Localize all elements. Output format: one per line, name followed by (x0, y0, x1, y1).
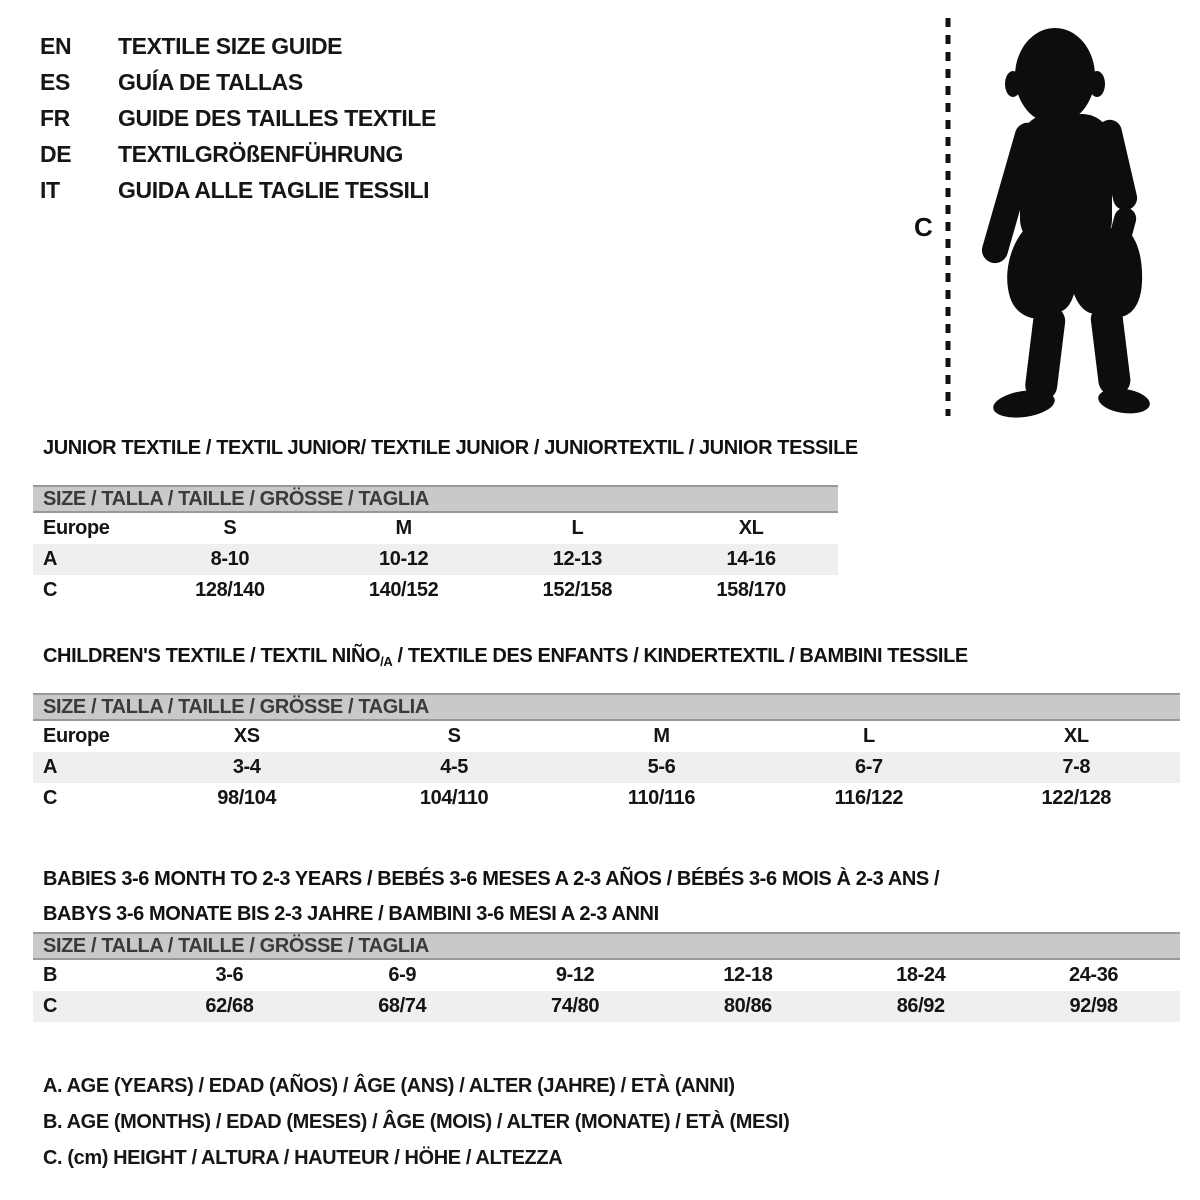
size-cell: L (571, 517, 584, 539)
size-cell: 12-13 (552, 548, 602, 570)
children-title-post: / TEXTILE DES ENFANTS / KINDERTEXTIL / BAMBINI TESSILE (392, 645, 968, 667)
size-cell: 128/140 (195, 579, 265, 601)
size-cell: M (395, 517, 412, 539)
babies-size-header-bar: SIZE / TALLA / TAILLE / GRÖSSE / TAGLIA (33, 932, 1180, 960)
section-junior-textile (33, 437, 858, 606)
row-label: C (43, 995, 58, 1017)
size-cell: 80/86 (723, 995, 772, 1017)
guide-title-en: TEXTILE SIZE GUIDE (118, 32, 343, 59)
measure-c-label: C (914, 212, 933, 242)
note-age-months: B. AGE (MONTHS) / EDAD (MESES) / ÂGE (MOIS) / ALTER (MONATE) / ETÀ (MESI) (43, 1111, 790, 1133)
table-row (33, 575, 838, 606)
legend-notes (43, 1068, 789, 1176)
size-cell: 98/104 (217, 787, 277, 809)
table-row (33, 513, 838, 544)
lang-row-es (40, 64, 436, 100)
size-cell: 140/152 (368, 579, 439, 601)
size-cell: 3-6 (215, 964, 244, 986)
baby-silhouette-icon (900, 10, 1155, 424)
babies-size-table (33, 960, 1180, 1022)
lang-code: EN (40, 32, 72, 59)
lang-row-de (40, 136, 436, 172)
size-cell: XL (1063, 725, 1089, 747)
note-height-cm: C. (cm) HEIGHT / ALTURA / HAUTEUR / HÖHE / ALTEZZA (43, 1147, 563, 1169)
size-cell: S (223, 517, 237, 539)
row-label: A (43, 756, 58, 778)
row-label: B (43, 964, 58, 986)
junior-size-table (33, 513, 838, 606)
babies-section-title-line1: BABIES 3-6 MONTH TO 2-3 YEARS / BEBÉS 3-6 MESES A 2-3 AÑOS / BÉBÉS 3-6 MOIS À 2-3 ANS / (43, 868, 940, 890)
lang-row-en (40, 28, 436, 64)
children-title-pre: CHILDREN'S TEXTILE / TEXTIL NIÑO (43, 645, 381, 667)
size-cell: 86/92 (896, 995, 945, 1017)
size-cell: 68/74 (378, 995, 427, 1017)
row-label: Europe (43, 517, 110, 539)
size-cell: 158/170 (716, 579, 786, 601)
baby-silhouette-shape (979, 28, 1152, 421)
section-babies-textile (33, 862, 1180, 1022)
size-cell: 12-18 (723, 964, 773, 986)
size-cell: XL (738, 517, 764, 539)
note-age-years: A. AGE (YEARS) / EDAD (AÑOS) / ÂGE (ANS) / ALTER (JAHRE) / ETÀ (ANNI) (43, 1075, 735, 1097)
size-cell: 122/128 (1041, 787, 1112, 809)
size-cell: 104/110 (419, 787, 489, 809)
junior-section-title: JUNIOR TEXTILE / TEXTIL JUNIOR/ TEXTILE JUNIOR / JUNIORTEXTIL / JUNIOR TESSILE (43, 437, 858, 459)
children-section-title (43, 645, 1180, 667)
row-label: A (43, 548, 58, 570)
size-cell: 116/122 (834, 787, 904, 809)
size-cell: 6-7 (855, 756, 883, 778)
size-cell: 10-12 (379, 548, 429, 570)
section-children-textile (33, 645, 1180, 814)
size-cell: 152/158 (542, 579, 613, 601)
babies-section-title-line2: BABYS 3-6 MONATE BIS 2-3 JAHRE / BAMBINI 3-6 MESI A 2-3 ANNI (43, 903, 659, 925)
size-cell: 110/116 (627, 787, 696, 809)
lang-code: ES (40, 68, 70, 95)
size-cell: 62/68 (205, 995, 254, 1017)
guide-title-es: GUÍA DE TALLAS (118, 68, 303, 95)
size-cell: 8-10 (210, 548, 250, 570)
size-cell: 9-12 (555, 964, 595, 986)
size-cell: L (862, 725, 875, 747)
size-cell: 5-6 (647, 756, 676, 778)
size-cell: 92/98 (1069, 995, 1118, 1017)
size-cell: 14-16 (726, 548, 776, 570)
size-cell: S (447, 725, 461, 747)
table-row (33, 752, 1180, 783)
children-size-table (33, 721, 1180, 814)
table-row (33, 544, 838, 575)
size-cell: 3-4 (232, 756, 261, 778)
size-cell: 7-8 (1062, 756, 1091, 778)
table-row (33, 991, 1180, 1022)
size-cell: 24-36 (1068, 964, 1119, 986)
children-size-header-bar: SIZE / TALLA / TAILLE / GRÖSSE / TAGLIA (33, 693, 1180, 721)
size-cell: M (653, 725, 670, 747)
lang-code: DE (40, 140, 72, 167)
lang-row-it (40, 172, 436, 208)
junior-size-header-bar: SIZE / TALLA / TAILLE / GRÖSSE / TAGLIA (33, 485, 838, 513)
row-label: C (43, 787, 58, 809)
size-cell: XS (233, 725, 260, 747)
guide-title-fr: GUIDE DES TAILLES TEXTILE (118, 104, 436, 131)
size-cell: 18-24 (896, 964, 946, 986)
lang-code: IT (40, 176, 60, 203)
size-cell: 74/80 (551, 995, 600, 1017)
lang-row-fr (40, 100, 436, 136)
guide-title-it: GUIDA ALLE TAGLIE TESSILI (118, 176, 430, 203)
row-label: C (43, 579, 58, 601)
size-cell: 6-9 (388, 964, 417, 986)
table-row (33, 783, 1180, 814)
language-title-block (40, 28, 436, 208)
height-measure-figure (900, 10, 1155, 424)
guide-title-de: TEXTILGRÖßENFÜHRUNG (118, 140, 403, 167)
table-row (33, 960, 1180, 991)
children-title-sub: /A (380, 654, 393, 669)
row-label: Europe (43, 725, 110, 747)
lang-code: FR (40, 104, 70, 131)
size-cell: 4-5 (440, 756, 468, 778)
table-row (33, 721, 1180, 752)
